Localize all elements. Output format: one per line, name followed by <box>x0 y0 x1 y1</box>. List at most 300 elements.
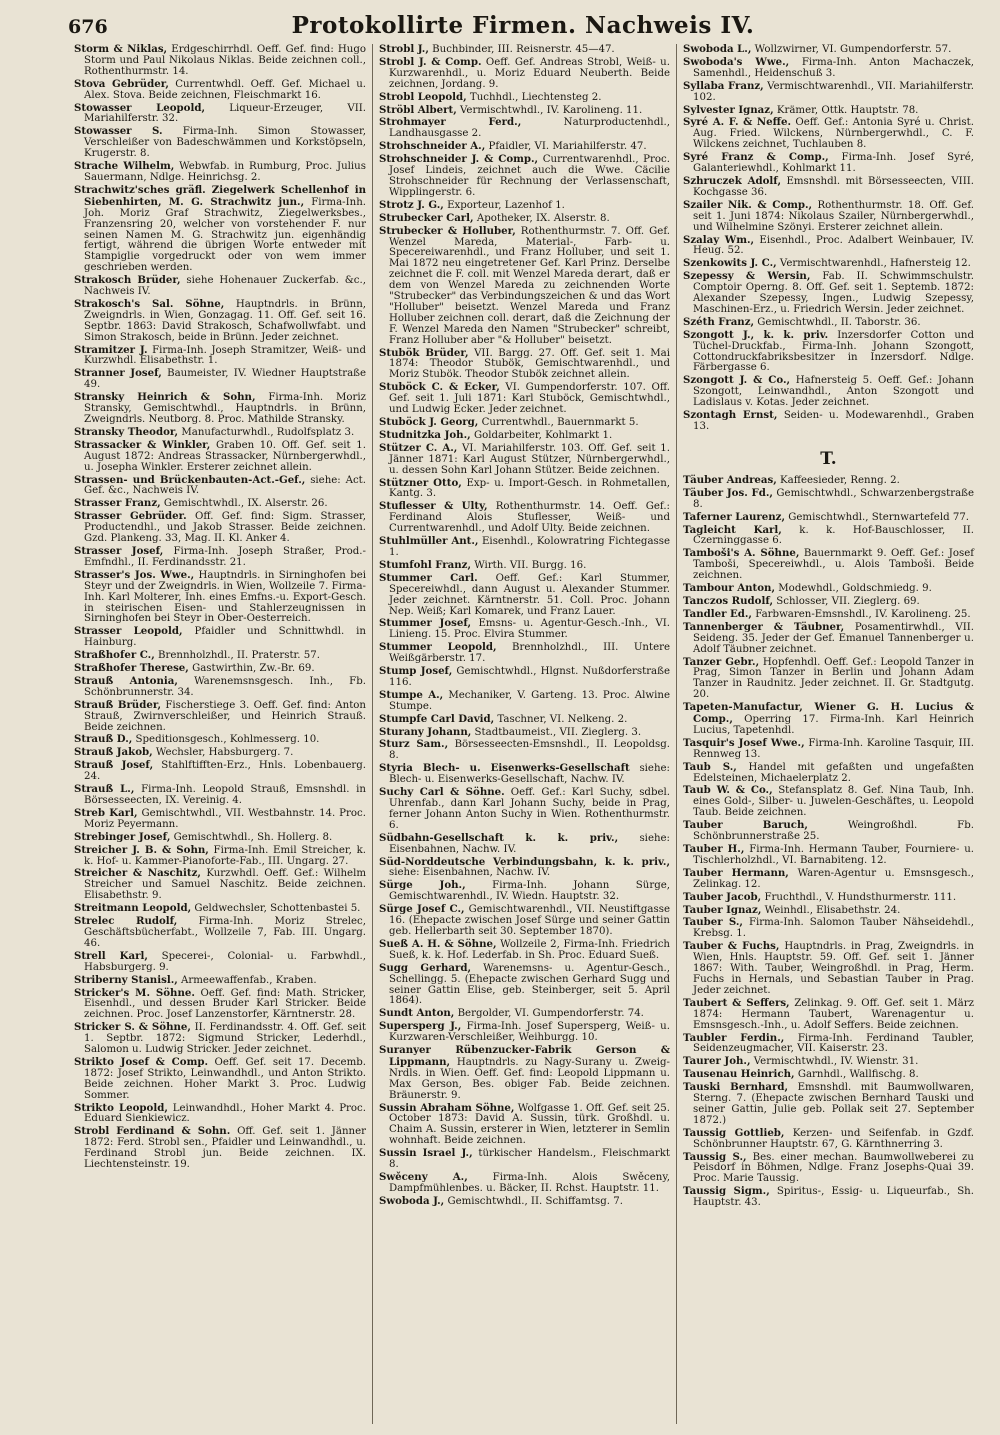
firm-name: Stova Gebrüder, <box>74 77 169 90</box>
directory-entry <box>379 714 670 726</box>
firm-name: Strubecker & Holluber, <box>379 224 516 237</box>
directory-entry <box>683 702 974 737</box>
firm-name: Strikto Leopold, <box>74 1101 168 1114</box>
directory-entry <box>74 103 366 126</box>
directory-entry <box>74 44 366 78</box>
firm-name: Tapeten-Manufactur, Wiener G. H. Lucius & Comp., <box>683 701 974 726</box>
firm-name: Szongott J. & Co., <box>683 374 791 387</box>
directory-entry <box>74 498 366 510</box>
directory-entry <box>74 427 366 439</box>
firm-details: Farbwaren-Emsnshdl., IV. Karolineng. 25. <box>755 608 971 620</box>
firm-name: Sturz Sam., <box>379 738 449 751</box>
firm-name: Strebinger Josef, <box>74 830 171 843</box>
firm-name: Strauß Josef, <box>74 759 154 772</box>
firm-details: Handel mit gefaßten und ungefaßten Edelsteinen, Michaelerplatz 2. <box>693 761 974 784</box>
firm-name: Stowasser S. <box>74 125 163 138</box>
firm-name: Taub S., <box>683 760 737 773</box>
firm-details: Naturproductenhdl., Landhausgasse 2. <box>389 117 670 140</box>
firm-details: Oeff. Gef.: Karl Suchy, sdbel. Uhrenfab., dann Karl Johann Suchy, beide in Prag, ferner Johann Anton Suchy in Wien. Rothenthurmstr. 6. <box>389 787 670 831</box>
directory-entry <box>74 808 366 831</box>
firm-name: Strauß D., <box>74 733 133 746</box>
firm-details: Kerzen- und Seifenfab. in Gzdf. Schönbrunner Hauptstr. 67, G. Kärnthnerring 3. <box>693 1127 974 1150</box>
firm-name: Szalay Wm., <box>683 233 755 246</box>
firm-details: Graben 10. Off. Gef. seit 1. August 1872: Andreas Strassacker, Nürnbergerwhdl., u. Josepha Winkler. Ersterer zeichnet allein. <box>84 439 366 473</box>
firm-name: Strotz J. G., <box>379 198 444 211</box>
firm-name: Széth Franz, <box>683 315 755 328</box>
directory-entry <box>379 666 670 689</box>
firm-name: Stützner Otto, <box>379 476 462 489</box>
firm-details: Currentwhdl., Bauernmarkt 5. <box>481 417 639 428</box>
firm-name: Straßhofer Therese, <box>74 662 189 675</box>
firm-name: Strauß Jakob, <box>74 746 153 759</box>
firm-details: Firma-Inh. Johann Sürge, Gemischtwarenhdl., IV. Wiedn. Hauptstr. 32. <box>389 880 670 903</box>
firm-name: Stuböck J. Georg, <box>379 416 479 428</box>
firm-details: Rothenthurmstr. 14. Oeff. Gef.: Ferdinand Alois Stuflesser, Weiß- und Currentwarenhdl., und Adolf Ulty. Beide zeichnen. <box>389 501 670 535</box>
directory-entry <box>683 317 974 329</box>
firm-details: Apotheker, IX. Alserstr. 8. <box>476 212 610 224</box>
firm-name: Sussin Abraham Söhne, <box>379 1101 515 1114</box>
firm-name: Sueß A. H. & Söhne, <box>379 937 497 950</box>
firm-details: Fab. II. Schwimmschulstr. Comptoir Operng. 8. Off. Gef. seit 1. Septemb. 1872: Alexander Szepessy, Ingen., Ludwig Szepessy, Maschinen-Erz., u. Friedrich Wersin. Jeder zeichnet. <box>693 271 974 315</box>
page-number: 676 <box>68 16 108 38</box>
firm-details: VI. Mariahilferstr. 103. Off. Gef. seit 1. Jänner 1871: Karl August Stützer, Nürnbergerwhdl., u. dessen Sohn Karl Johann Stützer. Beide zeichnen. <box>389 442 670 476</box>
directory-entry <box>74 988 366 1022</box>
firm-details: türkischer Handelsm., Fleischmarkt 8. <box>389 1148 670 1171</box>
firm-name: Tauber Jacob, <box>683 890 762 903</box>
directory-entry <box>683 44 974 56</box>
firm-details: Off. Gef. find: Sigm. Strasser, Productendhl., und Jakob Strasser. Beide zeichnen. Gzd. Plankeng. 33, Mag. II. Kl. Anker 4. <box>84 511 367 545</box>
firm-details: Krämer, Ottk. Hauptstr. 78. <box>776 104 919 116</box>
directory-entry <box>74 392 366 426</box>
firm-details: siehe Hohenauer Zuckerfab. &c., Nachweis IV. <box>84 275 366 298</box>
firm-details: Tuchhdl., Liechtensteg 2. <box>469 91 602 103</box>
firm-name: Szhruczek Adolf, <box>683 174 781 187</box>
directory-entry <box>74 275 366 298</box>
directory-entry <box>683 596 974 608</box>
directory-entry <box>683 1069 974 1081</box>
firm-name: Strakosch Brüder, <box>74 274 181 287</box>
directory-entry <box>683 176 974 199</box>
firm-name: Strachwitz'sches gräfl. Ziegelwerk Schellenhof in Siebenhirten, M. G. Strachwitz jun., <box>74 183 366 208</box>
firm-name: Taubert & Seffers, <box>683 996 790 1009</box>
firm-name: Tagleicht Karl, <box>683 523 782 536</box>
firm-name: Syré Franz & Comp., <box>683 151 829 164</box>
firm-name: Strasser Leopold, <box>74 625 183 638</box>
firm-name: Tausenau Heinrich, <box>683 1068 795 1081</box>
firm-details: Brennholzhdl., II. Praterstr. 57. <box>158 650 320 662</box>
directory-entry <box>74 511 366 545</box>
directory-entry <box>683 785 974 819</box>
firm-name: Streicher & Naschitz, <box>74 867 201 880</box>
firm-details: Modewhdl., Goldschmiedg. 9. <box>778 583 932 595</box>
firm-details: Eisenhdl., Kolowratring Fichtegasse 1. <box>389 536 670 558</box>
firm-name: Stubök Brüder, <box>379 346 469 359</box>
firm-details: siehe: Act. Gef. &c., Nachweis IV. <box>84 474 366 497</box>
firm-name: Strauß Brüder, <box>74 698 161 711</box>
firm-details: Mechaniker, V. Garteng. 13. Proc. Alwine Stumpe. <box>389 689 670 712</box>
firm-name: Südbahn-Gesellschaft k. k. priv., <box>379 831 619 844</box>
directory-entry <box>379 1045 670 1102</box>
firm-details: Vermischtwarenhdl., VII. Mariahilferstr. 102. <box>693 80 974 103</box>
directory-entry <box>379 880 670 903</box>
firm-details: Firma-Inh. Ferdinand Taubler, Seidenzeugmacher, VII. Kaiserstr. 23. <box>693 1032 974 1055</box>
directory-entry <box>379 787 670 832</box>
firm-details: VII. Bargg. 27. Off. Gef. seit 1. Mai 1874: Theodor Stubök, Gemischtwarenhdl., und Moriz Stubök. Theodor Stubök zeichnet allein. <box>389 347 671 381</box>
directory-entry <box>74 161 366 184</box>
firm-name: Suranyer Rübenzucker-Fabrik Gerson & Lippmann, <box>379 1044 670 1068</box>
directory-entry <box>379 117 670 140</box>
firm-name: Streicher J. B. & Sohn, <box>74 843 209 856</box>
firm-name: Syré A. F. & Neffe. <box>683 116 792 129</box>
directory-entry <box>379 57 670 91</box>
firm-name: Taussig S., <box>683 1150 747 1163</box>
firm-details: Zelinkag. 9. Off. Gef. seit 1. März 1874: Hermann Taubert, Warenagentur u. Emsnsgesch.-Inh., u. Adolf Seffers. Beide zeichnen. <box>693 997 974 1031</box>
firm-details: Hauptndrls. zu Nagy-Surany u. Zweig-Nrdls. in Wien. Oeff. Gef. find: Leopold Lippmann u. Max Gerson, Bes. obiger Fab. Beide zeichnen. Bräunerstr. 9. <box>389 1056 670 1101</box>
directory-entry <box>74 440 366 474</box>
firm-name: Taubler Ferdin., <box>683 1031 785 1044</box>
directory-entry <box>683 1056 974 1068</box>
firm-details: Exp- u. Import-Gesch. in Rohmetallen, Kantg. 3. <box>389 477 670 500</box>
firm-name: Swoboda L., <box>683 44 752 55</box>
directory-entry <box>379 1021 670 1044</box>
firm-name: Sürge Josef C., <box>379 903 465 916</box>
firm-details: II. Ferdinandsstr. 4. Off. Gef. seit 1. Septbr. 1872: Sigmund Stricker, Lederhdl., Salomon u. Ludwig Stricker. Jeder zeichnet. <box>84 1022 366 1056</box>
firm-name: Sylvester Ignaz, <box>683 103 774 116</box>
directory-entry <box>74 1057 366 1102</box>
firm-details: Spiritus-, Essig- u. Liqueurfab., Sh. Hauptstr. 43. <box>693 1186 974 1209</box>
directory-entry <box>379 904 670 938</box>
page-header <box>68 12 978 46</box>
firm-details: Stahlftifften-Erz., Hnls. Lobenbauerg. 24. <box>84 760 366 783</box>
running-title: Protokollirte Firmen. Nachweis IV. <box>291 12 755 39</box>
firm-details: Warenemsns- u. Agentur-Gesch., Schellingg. 5. (Ehepacte zwischen Gerhard Sugg und seiner Gattin Elise, geb. Steinberger, seit 5. April 1864). <box>389 962 670 1007</box>
firm-name: Täuber Andreas, <box>683 473 777 486</box>
directory-entry <box>379 417 670 429</box>
directory-entry <box>74 868 366 902</box>
firm-details: siehe: Eisenbahnen, Nachw. IV. <box>389 832 670 855</box>
firm-details: Weingroßhdl. Fb. Schönbrunnerstraße 25. <box>693 820 974 843</box>
directory-entry <box>379 141 670 153</box>
directory-entry <box>683 892 974 904</box>
firm-name: Stuflesser & Ulty, <box>379 500 488 513</box>
firm-name: Stranner Josef, <box>74 367 162 380</box>
directory-entry <box>74 832 366 844</box>
firm-details: Gemischtwhdl., Sternwartefeld 77. <box>788 511 970 523</box>
firm-details: Wolfgasse 1. Off. Gef. seit 25. October 1873: David A. Sussin, türk. Großhdl. u. Chaim A. Sussin, ersterer in Wien, letzterer in Semlin wohnhaft. Beide zeichnen. <box>389 1102 670 1147</box>
firm-details: Börsesseecten-Emsnshdl., II. Leopoldsg. 8. <box>389 739 671 762</box>
firm-details: Specerei-, Colonial- u. Farbwhdl., Habsburgerg. 9. <box>84 950 366 973</box>
directory-entry <box>379 560 670 572</box>
directory-entry <box>74 299 366 344</box>
firm-name: Strassacker & Winkler, <box>74 438 211 451</box>
firm-details: Firma-Inh. Emil Streicher, k. k. Hof- u. Kammer-Pianoforte-Fab., III. Ungarg. 27. <box>84 844 367 867</box>
firm-details: Inzersdorfer Cotton und Tüchel-Druckfab., Firma-Inh. Johann Szongott, Cottondruckfabriksbesitzer in Inzersdorf. Ndlge. Färbergasse 6. <box>693 329 974 374</box>
firm-details: Gemischtwhdl., Sh. Hollerg. 8. <box>173 831 333 843</box>
directory-entry <box>683 1128 974 1151</box>
directory-entry <box>379 44 670 56</box>
firm-name: Strasser Franz, <box>74 497 161 510</box>
firm-details: Firma-Inh. Leopold Strauß, Emsnshdl. in Börsesseecten, IX. Vereinig. 4. <box>84 784 366 806</box>
firm-name: Taferner Laurenz, <box>683 510 785 523</box>
firm-details: Vermischtwhdl., IV. Karolineng. 11. <box>460 104 643 116</box>
firm-name: Stramitzer J. <box>74 343 148 356</box>
firm-name: Taub W. & Co., <box>683 784 773 797</box>
directory-entry <box>683 235 974 258</box>
firm-details: Oeff. Gef. Andreas Strobl, Weiß- u. Kurzwarenhdl., u. Moriz Eduard Neuberth. Beide zeichnen, Jordang. 9. <box>389 56 670 90</box>
firm-details: Bauernmarkt 9. Oeff. Gef.: Josef Tamboši, Specereiwhdl., u. Alois Tamboši. Beide zeichnen. <box>693 548 975 582</box>
firm-details: Eisenhdl., Proc. Adalbert Weinbauer, IV. Heug. 52. <box>693 234 974 257</box>
directory-entry <box>683 475 974 487</box>
firm-name: Strobl J., <box>379 44 429 55</box>
firm-details: Garnhdl., Wallfischg. 8. <box>797 1069 919 1081</box>
directory-entry <box>74 185 366 274</box>
firm-name: Tandler Ed., <box>683 607 752 620</box>
firm-details: Seiden- u. Modewarenhdl., Graben 13. <box>693 410 975 432</box>
firm-name: Tauber Hermann, <box>683 866 789 879</box>
directory-entry <box>379 739 670 762</box>
firm-details: Emsnshdl. mit Börsesseecten, VIII. Kochgasse 36. <box>693 175 974 198</box>
directory-entry <box>683 330 974 375</box>
directory-entry <box>683 941 974 997</box>
firm-details: Waren-Agentur u. Emsnsgesch., Zelinkag. 12. <box>693 867 974 890</box>
firm-details: Hauptndrls. in Sirninghofen bei Steyr und der Zweigndrls. in Wien, Wollzeile 7. Firma-Inh. Karl Molterer, Inh. eines Emfns.-u. Export-Gesch. in steirischen Eisen- und Stahlerzeugnissen in Sirninghofen bei Steyr in Ober-Oesterreich. <box>84 569 367 625</box>
firm-name: Strobl Leopold, <box>379 90 467 103</box>
firm-details: Gemischtwhdl., II. Schiffamtsg. 7. <box>447 1195 623 1207</box>
firm-name: Stummer Leopold, <box>379 641 497 654</box>
firm-name: Supersperg J., <box>379 1020 462 1033</box>
firm-details: Firma-Inh. Karoline Tasquir, III. Rennweg 13. <box>693 737 974 760</box>
directory-entry <box>683 57 974 80</box>
firm-name: Stumpfe Carl David, <box>379 712 495 725</box>
firm-details: k. k. Hof-Bauschlosser, II. Czerninggasse 6. <box>693 524 974 547</box>
firm-name: Taussig Sigm., <box>683 1185 770 1198</box>
firm-details: Weinhdl., Elisabethstr. 24. <box>764 904 901 916</box>
firm-details: Stefansplatz 8. Gef. Nina Taub, Inh. eines Gold-, Silber- u. Juwelen-Geschäftes, u. Leopold Taub. Beide zeichnen. <box>693 785 974 819</box>
firm-details: Gastwirthin, Zw.-Br. 69. <box>192 663 315 675</box>
firm-name: Stricker's M. Söhne. <box>74 986 195 999</box>
firm-details: Rothenthurmstr. 18. Off. Gef. seit 1. Juni 1874: Nikolaus Szailer, Nürnbergerwhdl., und Wilhelmine Szönyi. Ersterer zeichnet allein. <box>693 199 974 233</box>
directory-entry <box>74 663 366 675</box>
directory-entry <box>74 903 366 915</box>
firm-details: Gemischtwhdl., Schwarzenbergstraße 8. <box>693 487 974 510</box>
firm-details: Oeff. Gef.: Antonia Syré u. Christ. Aug. Fried. Wilckens, Nürnbergerwhdl., C. F. Wilckens zeichnet, Tuchlauben 8. <box>693 117 974 151</box>
firm-name: Sugg Gerhard, <box>379 961 472 974</box>
firm-details: Firma-Inh. Salomon Tauber Nähseidehdl., Krebsg. 1. <box>693 917 975 940</box>
directory-entry <box>74 916 366 950</box>
directory-entry <box>683 738 974 761</box>
directory-entry <box>683 525 974 548</box>
directory-entry <box>683 81 974 104</box>
directory-entry <box>74 1022 366 1056</box>
firm-name: Sussin Israel J., <box>379 1147 473 1160</box>
firm-name: Stowasser Leopold, <box>74 101 206 114</box>
firm-details: Wollzeile 2, Firma-Inh. Friedrich Sueß, k. k. Hof. Lederfab. in Sh. Proc. Eduard Sueß. <box>389 938 670 961</box>
firm-details: Pfaidler, VI. Mariahilferstr. 47. <box>488 141 647 153</box>
firm-details: Rothenthurmstr. 7. Off. Gef. Wenzel Mareda, Material-, Farb- u. Specereiwarenhdl., und Franz Holluber, und seit 1. Mai 1872 neu eingetretener Gef. Karl Prinz. Derselbe zeichnet die F. coll. mit Wenzel Mareda derart, daß er dem von Wenzel Mareda zu zeichnenden Worte "Strubecker" das Verbindungszeichen & und das Wort "Holluber" beisetzt. Wenzel Mareda und Franz Holluber zeichnen coll. derart, daß die Zeichnung der F. Wenzel Mareda den Namen "Strubecker" schreibt, Franz Holluber aber "& Holluber" beisetzt. <box>389 225 670 346</box>
firm-details: Firma-Inh. Simon Stowasser, Verschleißer von Badeschwämmen und Korkstöpseln, Krugerstr. 8. <box>84 126 366 160</box>
firm-name: Szailer Nik. & Comp., <box>683 198 813 211</box>
firm-name: Stump Josef, <box>379 665 453 678</box>
firm-name: Strelec Rudolf, <box>74 915 178 928</box>
firm-details: Gemischtwhdl., VII. Westbahnstr. 14. Proc. Moriz Peyermann. <box>84 807 366 830</box>
firm-name: Stumpe A., <box>379 688 444 701</box>
firm-details: Wirth. VII. Burgg. 16. <box>474 559 587 571</box>
directory-entry <box>379 478 670 501</box>
firm-details: Leinwandhdl., Hoher Markt 4. Proc. Eduard Sienkiewicz. <box>84 1102 366 1125</box>
directory-entry <box>74 1126 366 1171</box>
directory-entry <box>683 512 974 524</box>
firm-details: Manufacturwhdl., Rudolfsplatz 3. <box>181 426 355 438</box>
firm-details: Stadtbaumeist., VII. Zieglerg. 3. <box>474 726 642 738</box>
directory-entry <box>74 760 366 783</box>
firm-details: Currentwhdl. Oeff. Gef. Michael u. Alex. Stova. Beide zeichnen, Fleischmarkt 16. <box>84 78 366 101</box>
directory-entry <box>379 857 670 880</box>
firm-name: Strohschneider A., <box>379 140 486 153</box>
directory-entry <box>683 998 974 1032</box>
firm-details: Pfaidler und Schnittwhdl. in Hainburg. <box>84 626 366 649</box>
firm-name: Taussig Gottlieb, <box>683 1126 785 1139</box>
firm-details: Wechsler, Habsburgerg. 7. <box>155 747 294 759</box>
firm-name: Stumfohl Franz, <box>379 558 472 571</box>
firm-details: Hauptndrls. in Brünn, Zweigndrls. in Wien, Gonzagag. 11. Off. Gef. seit 16. Septbr. 1863: David Strakosch, Schafwollwfabt. und Simon Strakosch, beide in Brünn. Jeder zeichnet. <box>84 298 367 343</box>
firm-details: Firma-Inh. Hermann Tauber, Fourniere- u. Tischlerholzhdl., VI. Barnabiteng. 12. <box>693 844 974 866</box>
directory-entry <box>74 368 366 391</box>
firm-details: Hopfenhdl. Oeff. Gef.: Leopold Tanzer in Prag, Simon Tanzer in Berlin und Johann Adam Tanzer in Raudnitz. Jeder zeichnet. II. Gr. Stadtgutg. 20. <box>693 656 975 701</box>
firm-name: Süd-Norddeutsche Verbindungsbahn, k. k. priv., <box>379 855 670 868</box>
firm-name: Strohmayer Ferd., <box>379 116 522 129</box>
directory-entry <box>379 536 670 559</box>
firm-name: Szenkowits J. C., <box>683 257 777 270</box>
directory-entry <box>74 475 366 498</box>
directory-entry <box>683 762 974 785</box>
firm-details: VI. Gumpendorferstr. 107. Off. Gef. seit 1. Juli 1871: Karl Stuböck, Gemischtwhdl., und Ludwig Ecker. Jeder zeichnet. <box>389 382 670 416</box>
firm-details: Erdgeschirrhdl. Oeff. Gef. find: Hugo Storm und Paul Nikolaus Niklas. Beide zeichnen coll., Rothenthurmstr. 14. <box>84 44 367 77</box>
firm-details: Posamentirwhdl., VII. Seideng. 35. Jeder der Gef. Emanuel Tannenberger u. Adolf Täubner zeichnet. <box>693 621 974 655</box>
firm-name: Taurer Joh., <box>683 1055 751 1068</box>
directory-entry <box>683 258 974 270</box>
firm-name: Stützer C. A., <box>379 441 458 454</box>
firm-name: Streb Karl, <box>74 806 138 819</box>
firm-name: Ströbl Albert, <box>379 103 457 116</box>
firm-details: Bes. einer mechan. Baumwollweberei zu Peisdorf in Böhmen, Ndlge. Franz Josephs-Quai 39. Proc. Marie Taussig. <box>693 1151 974 1185</box>
directory-entry <box>683 917 974 940</box>
firm-name: Stuböck C. & Ecker, <box>379 381 500 394</box>
firm-details: Hafnersteig 5. Oeff. Gef.: Johann Szongott, Leinwandhdl., Anton Szongott und Ladislaus v. Kotas. Jeder zeichnet. <box>693 375 974 409</box>
directory-entry <box>683 1033 974 1056</box>
directory-entry <box>379 1008 670 1020</box>
directory-entry <box>379 1196 670 1208</box>
firm-name: Sürge Joh., <box>379 879 466 892</box>
firm-details: Vermischtwhdl., IV. Wienstr. 31. <box>753 1056 919 1068</box>
firm-name: Swěceny A., <box>379 1171 468 1183</box>
columns <box>68 44 982 1424</box>
firm-details: Brennholzhdl., III. Untere Weißgärberstr. 17. <box>389 642 670 665</box>
firm-name: Stummer Josef, <box>379 617 472 630</box>
firm-name: Strubecker Carl, <box>379 211 474 224</box>
directory-entry <box>379 382 670 416</box>
directory-entry <box>379 213 670 225</box>
firm-details: Schlosser, VII. Zieglerg. 69. <box>776 595 920 607</box>
directory-entry <box>683 1082 974 1127</box>
directory-entry <box>683 583 974 595</box>
directory-entry <box>74 1103 366 1126</box>
firm-details: Oeff. Gef.: Karl Stummer, Specereiwhdl., dann August u. Alexander Stummer. Jeder zeichnet. Kärntnerstr. 51. Coll. Proc. Johann Nep. Weiß; Karl Komarek, und Franz Lauer. <box>389 572 670 617</box>
firm-details: Firma-Inh. Alois Swěceny, Dampfmühlenbes. u. Bäcker, II. Rchst. Hauptstr. 11. <box>389 1172 670 1194</box>
firm-details: Emsnshdl. mit Baumwollwaren, Sterng. 7. (Ehepacte zwischen Bernhard Tauski und seiner Gattin, Julie geb. Pollak seit 27. September 1872.) <box>693 1082 974 1126</box>
firm-details: Geldwechsler, Schottenbastei 5. <box>194 903 361 915</box>
directory-entry <box>379 105 670 117</box>
column-right <box>676 44 980 1424</box>
firm-name: Stricker S. & Söhne, <box>74 1021 191 1034</box>
firm-name: Strauß Antonia, <box>74 674 178 687</box>
firm-name: Tasquir's Josef Wwe., <box>683 736 805 749</box>
firm-details: Bergolder, VI. Gumpendorferstr. 74. <box>457 1008 644 1020</box>
firm-name: Strasser's Jos. Wwe., <box>74 568 195 581</box>
firm-details: siehe: Eisenbahnen, Nachw. IV. <box>389 867 551 879</box>
firm-name: Strasser Josef, <box>74 544 164 557</box>
firm-name: Tauber S., <box>683 916 743 929</box>
directory-entry <box>74 975 366 987</box>
directory-entry <box>683 905 974 917</box>
firm-details: Firma-Inh. Josef Syré, Galanteriewhdl., Kohlmarkt 11. <box>693 152 974 175</box>
firm-name: Storm & Niklas, <box>74 44 168 55</box>
firm-details: Oeff. Gef. find: Math. Stricker, Eisenhdl., und dessen Bruder Karl Stricker. Beide zeichnen. Proc. Josef Lanzenstorfer, Kärntnerstr. 28. <box>84 987 366 1021</box>
firm-name: Strauß L., <box>74 783 135 796</box>
firm-details: Kaffeesieder, Renng. 2. <box>780 474 900 486</box>
firm-name: Tanzer Gebr., <box>683 655 760 668</box>
firm-name: Szongott J., k. k. priv. <box>683 328 829 341</box>
directory-entry <box>379 1103 670 1148</box>
firm-name: Strache Wilhelm, <box>74 160 175 173</box>
directory-entry <box>379 226 670 347</box>
firm-details: Firma-Inh. Joseph Straßer, Prod.-Emfndhl., II. Ferdinandsstr. 21. <box>84 545 366 568</box>
directory-entry <box>379 939 670 962</box>
firm-name: Szepessy & Wersin, <box>683 270 811 283</box>
directory-entry <box>379 763 670 786</box>
firm-details: Armeewaffenfab., Kraben. <box>181 974 317 986</box>
firm-details: Hauptndrls. in Prag, Zweigndrls. in Wien, Hnls. Hauptstr. 59. Off. Gef. seit 1. Jänner 1867: With. Tauber, Weingroßhdl. in Prag, Herm. Fuchs in Hernals, und Sebastian Tauber in Prag. Jeder zeichnet. <box>693 941 974 996</box>
firm-name: Strikto Josef & Comp. <box>74 1055 209 1068</box>
firm-name: Stuhlmüller Ant., <box>379 535 479 548</box>
firm-name: Strasser Gebrüder. <box>74 510 187 523</box>
firm-details: siehe: Blech- u. Eisenwerks-Gesellschaft, Nachw. IV. <box>389 763 670 786</box>
directory-entry <box>683 117 974 151</box>
directory-entry <box>379 727 670 739</box>
directory-entry <box>683 548 974 582</box>
directory-entry <box>379 573 670 618</box>
directory-entry <box>74 546 366 569</box>
firm-name: Stransky Heinrich & Sohn, <box>74 391 256 404</box>
firm-details: Operring 17. Firma-Inh. Karl Heinrich Lucius, Tapetenhdl. <box>693 714 974 736</box>
firm-name: Straßhofer C., <box>74 649 155 662</box>
directory-entry <box>379 1148 670 1171</box>
directory-entry <box>379 963 670 1008</box>
firm-details: Oeff. Gef. seit 17. Decemb. 1872: Josef Strikto, Leinwandhdl., und Anton Strikto. Beide zeichnen. Hoher Markt 3. Proc. Ludwig Sommer. <box>84 1056 366 1101</box>
directory-entry <box>74 734 366 746</box>
directory-entry <box>379 92 670 104</box>
firm-name: Tanczos Rudolf, <box>683 594 774 607</box>
firm-details: Firma-Inh. Joseph Stramitzer, Weiß- und Kurzwhdl. Elisabethstr. 1. <box>84 344 366 367</box>
firm-details: Speditionsgesch., Kohlmesserg. 10. <box>135 734 320 746</box>
firm-name: Tauber Baruch, <box>683 819 808 832</box>
directory-entry <box>74 676 366 699</box>
firm-name: Tauber Ignaz, <box>683 903 762 916</box>
firm-details: Gemischtwhdl., IX. Alserstr. 26. <box>163 498 328 510</box>
directory-entry <box>379 833 670 856</box>
firm-details: Wollzwirner, VI. Gumpendorferstr. 57. <box>754 44 952 55</box>
firm-details: Firma-Inh. Anton Machaczek, Samenhdl., Heidenschuß 3. <box>693 56 974 79</box>
firm-name: Strell Karl, <box>74 949 148 962</box>
